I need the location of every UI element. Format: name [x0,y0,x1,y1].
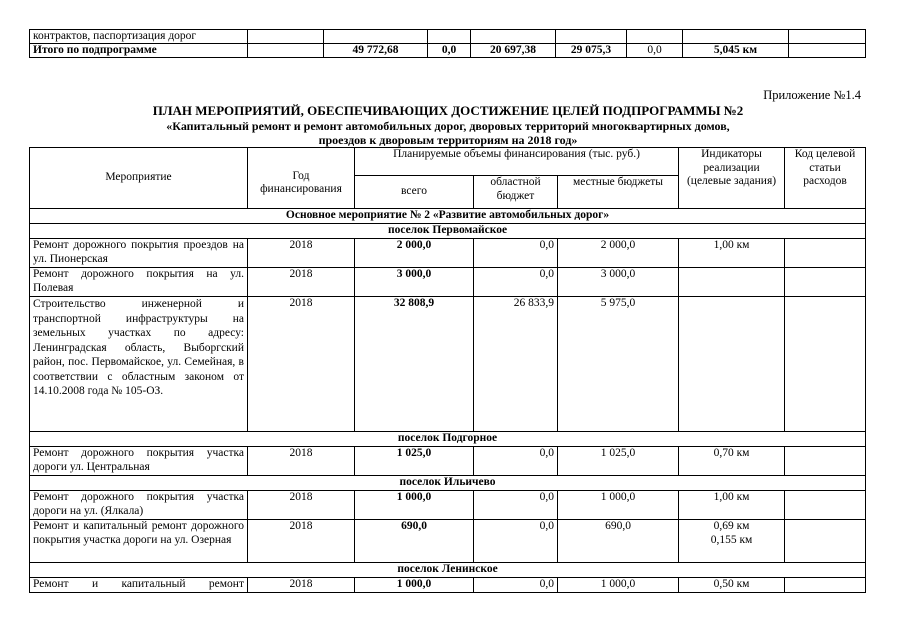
year-cell: 2018 [248,578,355,593]
document-subtitle: «Капитальный ремонт и ремонт автомобильных дорог, дворовых территорий многоквартирных домов, проездов к дворовым территориям на 2018 год» [166,119,730,147]
row-label: контрактов, паспортизация дорог [30,30,248,44]
local-cell: 3 000,0 [558,268,679,297]
total-cell: 1 000,0 [355,491,474,520]
code-cell [785,578,866,593]
code-cell [785,447,866,476]
settlement-row [30,476,866,491]
table-row [30,44,866,58]
annex-label: Приложение №1.4 [763,88,861,102]
total-cell: 1 025,0 [355,447,474,476]
local-cell: 5 975,0 [558,297,679,432]
table-row [30,520,866,563]
header-local: местные бюджеты [558,176,679,209]
local-cell: 1 000,0 [558,491,679,520]
table-row [30,447,866,476]
indicator-cell [679,297,785,432]
total-cell: 2 000,0 [355,239,474,268]
header-year: Год финансирования [248,148,355,209]
year-cell: 2018 [248,491,355,520]
local-cell: 1 000,0 [558,578,679,593]
code-cell [785,239,866,268]
settlement-row [30,224,866,239]
year-cell: 2018 [248,239,355,268]
regional-cell: 0,0 [474,578,558,593]
local-cell: 2 000,0 [558,239,679,268]
regional-cell: 0,0 [474,520,558,563]
code-cell [785,520,866,563]
local-value: 29 075,3 [556,44,627,58]
federal-value: 0,0 [428,44,471,58]
indicator-cell: 0,69 км 0,155 км [679,520,785,563]
settlement-title: поселок Подгорное [30,432,866,447]
measure-name: Ремонт и капитальный ремонт дорожного покрытия участка дороги на ул. Озерная [30,520,248,563]
total-cell: 3 000,0 [355,268,474,297]
regional-cell: 0,0 [474,239,558,268]
regional-cell: 0,0 [474,447,558,476]
measure-name: Ремонт дорожного покрытия на ул. Полевая [30,268,248,297]
code-cell [785,491,866,520]
measure-name: Ремонт дорожного покрытия участка дороги на ул. (Ялкала) [30,491,248,520]
total-cell: 32 808,9 [355,297,474,432]
regional-cell: 0,0 [474,491,558,520]
local-cell: 1 025,0 [558,447,679,476]
indicator-cell [679,268,785,297]
table-row [30,239,866,268]
measure-name: Строительство инженерной и транспортной инфраструктуры на земельных участках по адресу: Ленинградская область, Выборгский район, пос. Первомайское, ул. Семейная, в соответствии с областным законом от 14.10.2008 года № 105-ОЗ. [30,297,248,432]
table-row [30,30,866,44]
table-row [30,297,866,432]
settlement-row [30,563,866,578]
indicator-cell: 1,00 км [679,239,785,268]
measure-name: Ремонт и капитальный ремонт [30,578,248,593]
indicator-cell: 0,70 км [679,447,785,476]
header-total: всего [355,176,474,209]
table-row [30,268,866,297]
indicator-cell: 1,00 км [679,491,785,520]
year-cell: 2018 [248,297,355,432]
settlement-row [30,432,866,447]
main-measure-row [30,209,866,224]
table-row [30,491,866,520]
table-header-row [30,148,866,176]
main-measure-title: Основное мероприятие № 2 «Развитие автомобильных дорог» [30,209,866,224]
year-cell: 2018 [248,520,355,563]
header-funding: Планируемые объемы финансирования (тыс. руб.) [355,148,679,176]
local-cell: 690,0 [558,520,679,563]
header-measure: Мероприятие [30,148,248,209]
settlement-title: поселок Ильичево [30,476,866,491]
measure-name: Ремонт дорожного покрытия участка дороги ул. Центральная [30,447,248,476]
indicator-cell: 0,50 км [679,578,785,593]
year-cell: 2018 [248,268,355,297]
code-cell [785,268,866,297]
indicator-value: 5,045 км [683,44,789,58]
regional-cell: 26 833,9 [474,297,558,432]
measure-name: Ремонт дорожного покрытия проездов на ул. Пионерская [30,239,248,268]
plan-table [29,147,866,593]
other-value: 0,0 [627,44,683,58]
regional-cell: 0,0 [474,268,558,297]
regional-value: 20 697,38 [471,44,556,58]
code-cell [785,297,866,432]
row-label: Итого по подпрограмме [30,44,248,58]
document-title: ПЛАН МЕРОПРИЯТИЙ, ОБЕСПЕЧИВАЮЩИХ ДОСТИЖЕНИЕ ЦЕЛЕЙ ПОДПРОГРАММЫ №2 [152,103,744,118]
settlement-title: поселок Первомайское [30,224,866,239]
total-cell: 1 000,0 [355,578,474,593]
year-cell: 2018 [248,447,355,476]
settlement-title: поселок Ленинское [30,563,866,578]
header-indicators: Индикаторы реализации (целевые задания) [679,148,785,209]
total-cell: 690,0 [355,520,474,563]
header-regional: областной бюджет [474,176,558,209]
table-row [30,578,866,593]
header-code: Код целевой статьи расходов [785,148,866,209]
total-value: 49 772,68 [324,44,428,58]
subprogram-summary-table [29,29,866,58]
